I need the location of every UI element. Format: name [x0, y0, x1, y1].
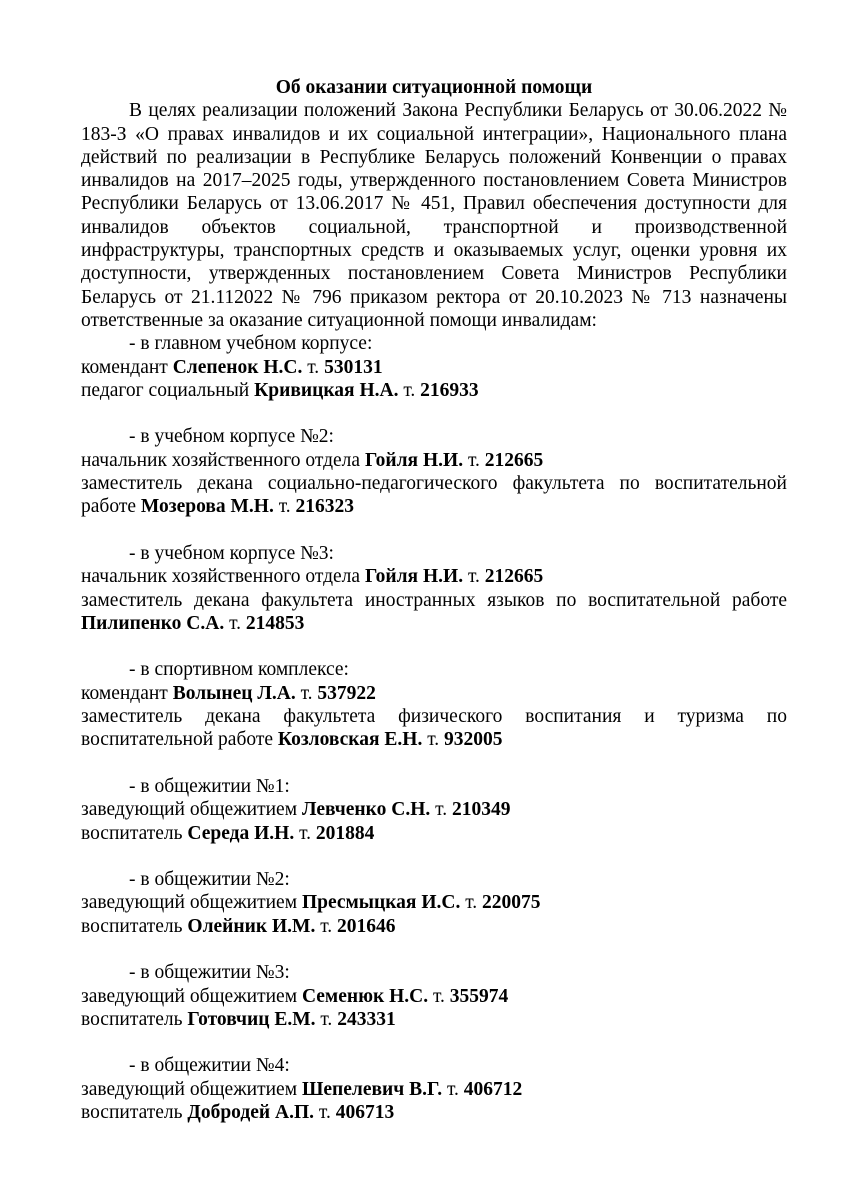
entry-name: Готовчиц Е.М. — [187, 1008, 316, 1030]
responsible-entry — [81, 891, 787, 914]
entry-tel-prefix: т. — [278, 496, 291, 518]
entry-role: заведующий общежитием — [81, 892, 298, 914]
entry-tel-prefix: т. — [446, 1078, 459, 1100]
entry-tel-prefix: т. — [320, 915, 333, 937]
responsible-entry — [81, 915, 787, 938]
responsible-entry — [81, 705, 787, 752]
entry-phone: 243331 — [337, 1008, 396, 1030]
entry-name: Левченко С.Н. — [301, 799, 431, 821]
entry-tel-prefix: т. — [465, 892, 478, 914]
document-title: Об оказании ситуационной помощи — [275, 77, 593, 98]
responsible-entry — [81, 1078, 787, 1101]
entry-name: Середа И.Н. — [187, 822, 295, 844]
entry-phone: 214853 — [245, 612, 305, 634]
location-heading: - в учебном корпусе №3: — [129, 542, 334, 564]
entry-name: Шепелевич В.Г. — [301, 1078, 443, 1100]
entry-phone: 216323 — [295, 496, 355, 518]
location-section — [81, 542, 787, 635]
entry-role: начальник хозяйственного отдела — [81, 566, 361, 588]
entry-name: Семенюк Н.С. — [301, 985, 429, 1007]
location-section — [81, 658, 787, 751]
entry-name: Мозерова М.Н. — [140, 496, 274, 518]
responsible-entry — [81, 379, 787, 402]
entry-name: Слепенок Н.С. — [172, 356, 303, 378]
location-heading: - в учебном корпусе №2: — [129, 426, 334, 448]
document-page — [81, 76, 787, 1124]
entry-phone: 406713 — [335, 1102, 395, 1124]
responsible-entry — [81, 985, 787, 1008]
location-heading: - в общежитии №1: — [129, 775, 290, 797]
entry-role: заместитель декана факультета иностранных языков по воспитательной работе — [81, 589, 787, 611]
entry-role: заместитель декана социально-педагогического факультета по воспитательной работе — [81, 473, 787, 518]
location-heading: - в общежитии №3: — [129, 962, 290, 984]
entry-role: заведующий общежитием — [81, 1078, 298, 1100]
location-heading: - в главном учебном корпусе: — [129, 333, 373, 355]
entry-phone: 530131 — [324, 356, 383, 378]
entry-tel-prefix: т. — [427, 729, 440, 751]
responsible-entry — [81, 798, 787, 821]
entry-phone: 212665 — [484, 449, 544, 471]
location-section — [81, 425, 787, 518]
location-section — [81, 868, 787, 938]
entry-phone: 201884 — [315, 822, 375, 844]
entry-tel-prefix: т. — [320, 1008, 333, 1030]
entry-phone: 355974 — [449, 985, 509, 1007]
entry-role: заведующий общежитием — [81, 985, 298, 1007]
entry-name: Добродей А.П. — [187, 1102, 315, 1124]
entry-phone: 932005 — [444, 729, 503, 751]
entry-phone: 212665 — [484, 566, 544, 588]
entry-phone: 406712 — [463, 1078, 523, 1100]
entry-tel-prefix: т. — [318, 1102, 331, 1124]
entry-name: Олейник И.М. — [187, 915, 316, 937]
responsible-entry — [81, 682, 787, 705]
entry-role: воспитатель — [81, 915, 183, 937]
entry-role: комендант — [81, 356, 168, 378]
location-heading: - в общежитии №2: — [129, 869, 290, 891]
responsible-list — [81, 332, 787, 1124]
entry-name: Кривицкая Н.А. — [254, 379, 399, 401]
entry-role: воспитатель — [81, 1008, 183, 1030]
responsible-entry — [81, 1101, 787, 1124]
entry-phone: 216933 — [420, 379, 479, 401]
entry-tel-prefix: т. — [300, 682, 313, 704]
entry-role: воспитатель — [81, 822, 183, 844]
entry-role: заместитель декана факультета физического воспитания и туризма по воспитательной работе — [81, 706, 787, 751]
entry-tel-prefix: т. — [467, 566, 480, 588]
entry-tel-prefix: т. — [307, 356, 320, 378]
entry-name: Козловская Е.Н. — [277, 729, 423, 751]
location-section — [81, 961, 787, 1031]
entry-role: педагог социальный — [81, 379, 250, 401]
responsible-entry — [81, 565, 787, 588]
location-heading: - в общежитии №4: — [129, 1055, 290, 1077]
entry-phone: 210349 — [451, 799, 511, 821]
entry-name: Гойля Н.И. — [364, 566, 464, 588]
intro-paragraph: В целях реализации положений Закона Республики Беларусь от 30.06.2022 № 183-З «О правах инвалидов и их социальной интеграции», Национального плана действий по реализации в Республике Беларусь положений Конвенции о правах инвалидов на 2017–2025 годы, утвержденного постановлением Совета Министров Республики Беларусь от 13.06.2017 № 451, Правил обеспечения доступности для инвалидов объектов социальной, транспортной и производственной инфраструктуры, транспортных средств и оказываемых услуг, оценки уровня их доступности, утвержденных постановлением Совета Министров Республики Беларусь от 21.112022 № 796 приказом ректора от 20.10.2023 № 713 назначены ответственные за оказание ситуационной помощи инвалидам: — [81, 100, 787, 331]
entry-name: Пресмыцкая И.С. — [301, 892, 461, 914]
responsible-entry — [81, 356, 787, 379]
location-section — [81, 1054, 787, 1124]
entry-name: Волынец Л.А. — [172, 682, 296, 704]
entry-role: заведующий общежитием — [81, 799, 298, 821]
entry-name: Пилипенко С.А. — [81, 612, 225, 634]
entry-tel-prefix: т. — [403, 379, 416, 401]
responsible-entry — [81, 1008, 787, 1031]
entry-phone: 220075 — [482, 892, 541, 914]
responsible-entry — [81, 589, 787, 636]
location-section — [81, 775, 787, 845]
responsible-entry — [81, 822, 787, 845]
entry-tel-prefix: т. — [467, 449, 480, 471]
location-heading: - в спортивном комплексе: — [129, 659, 349, 681]
location-section — [81, 332, 787, 402]
entry-role: комендант — [81, 682, 168, 704]
responsible-entry — [81, 472, 787, 519]
entry-tel-prefix: т. — [432, 985, 445, 1007]
entry-tel-prefix: т. — [299, 822, 312, 844]
entry-role: воспитатель — [81, 1102, 183, 1124]
entry-role: начальник хозяйственного отдела — [81, 449, 361, 471]
entry-tel-prefix: т. — [435, 799, 448, 821]
entry-phone: 537922 — [317, 682, 376, 704]
responsible-entry — [81, 449, 787, 472]
entry-phone: 201646 — [337, 915, 396, 937]
entry-tel-prefix: т. — [229, 612, 242, 634]
entry-name: Гойля Н.И. — [364, 449, 464, 471]
